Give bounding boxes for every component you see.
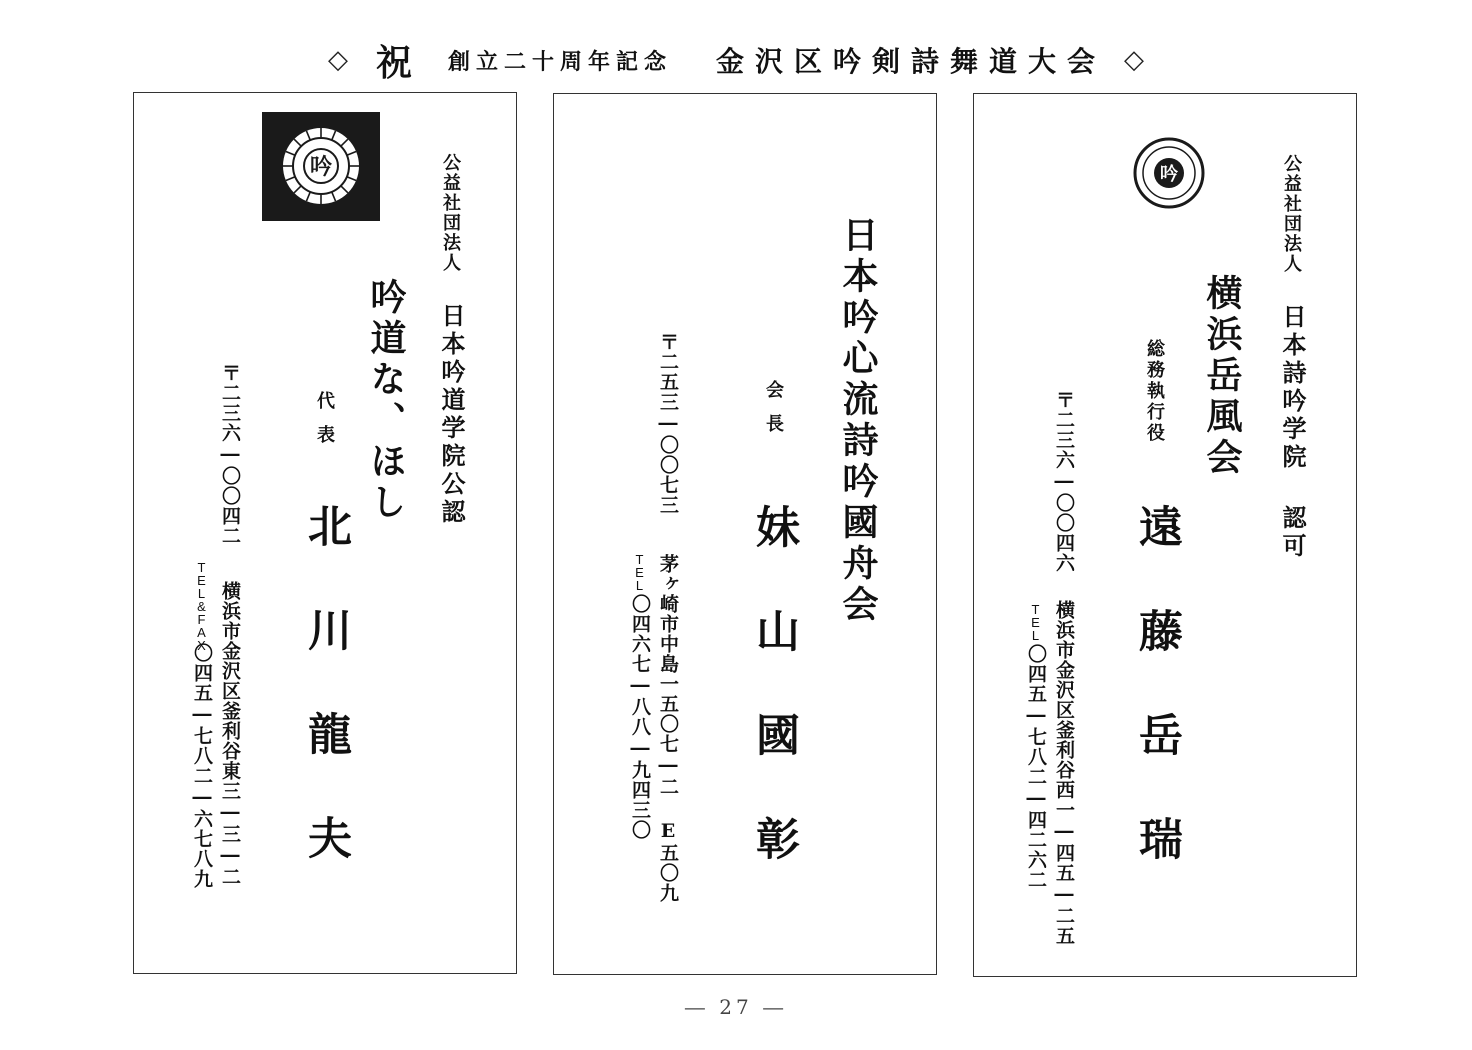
event-title: 金沢区吟剣詩舞道大会 xyxy=(716,45,1107,78)
crest-character: 吟 xyxy=(1160,164,1178,185)
address: 横浜市金沢区釜利谷西一―四五―二五 xyxy=(1053,600,1075,946)
diamond-ornament-right: ◇ xyxy=(1124,45,1145,75)
affiliation: 日本吟道学院公認 xyxy=(437,303,466,527)
postal-code: 〒二五三―〇〇七三 xyxy=(657,332,679,515)
gin-crest-icon xyxy=(1132,136,1206,210)
address: 横浜市金沢区釜利谷東三―三―二 xyxy=(219,581,241,887)
diamond-ornament-left: ◇ xyxy=(327,45,348,75)
role-title: 会長 xyxy=(763,380,784,448)
person-name: 北川龍夫 xyxy=(300,503,351,919)
phone-number: 〇四五―七八二―四二六二 xyxy=(1025,644,1047,890)
person-name: 妹山國彰 xyxy=(748,504,799,920)
page-number: ― 27 ― xyxy=(684,995,788,1019)
org-type: 公益社団法人 xyxy=(1281,154,1302,274)
crest-character: 吟 xyxy=(309,154,333,180)
affiliation: 日本詩吟学院 認可 xyxy=(1278,304,1307,561)
postal-code: 〒二三六―〇〇四六 xyxy=(1053,390,1075,573)
congratulations-mark: 祝 xyxy=(375,41,412,84)
anniversary-subtitle: 創立二十周年記念 xyxy=(447,48,672,75)
tel-fax-label: TEL&FAX xyxy=(194,560,209,651)
greeting-card-3 xyxy=(973,93,1357,977)
group-name: 吟道な、ほし xyxy=(365,278,407,524)
tel-label: TEL xyxy=(632,552,647,591)
address: 茅ヶ崎市中島一五〇七―二 E五〇九 xyxy=(657,554,679,903)
role-title: 代表 xyxy=(314,391,335,459)
person-name: 遠藤岳瑞 xyxy=(1131,504,1182,920)
group-name: 日本吟心流詩吟國舟会 xyxy=(837,216,879,626)
page-header xyxy=(0,34,1472,86)
group-name: 横浜岳風会 xyxy=(1201,274,1243,479)
tel-label: TEL xyxy=(1028,602,1043,641)
phone-number: 〇四五―七八二―六七八九 xyxy=(191,643,213,889)
greeting-card-1 xyxy=(133,92,517,974)
phone-number: 〇四六七―八八―九四三〇 xyxy=(629,594,651,840)
org-type: 公益社団法人 xyxy=(440,153,461,273)
greeting-card-2 xyxy=(553,93,937,975)
chrysanthemum-crest-icon xyxy=(262,112,380,221)
postal-code: 〒二三六―〇〇四二 xyxy=(219,363,241,546)
role-title: 総務執行役 xyxy=(1144,339,1165,444)
